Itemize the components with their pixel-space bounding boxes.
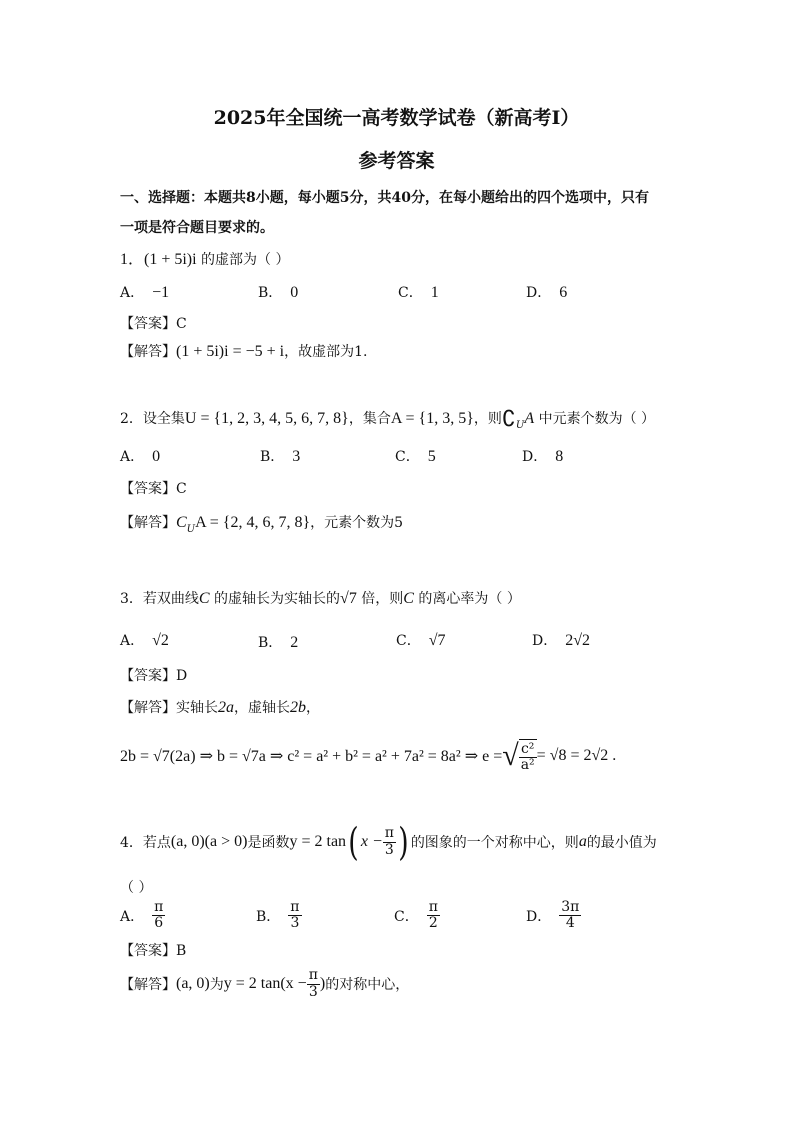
q1-answer: 【答案】C [120, 316, 187, 332]
q4-option-b-label: B． [256, 908, 281, 925]
q3-derivation-den: a² [520, 757, 535, 773]
q2-complement-sub: U [515, 420, 525, 431]
q1-option-a-value: −1 [152, 284, 170, 301]
q3-option-a [120, 630, 169, 650]
q4-num: π [384, 825, 394, 842]
q4-option-c-den: 2 [428, 915, 438, 932]
q4-explain-num: π [308, 967, 318, 984]
q4-suffix2: 的最小值为 [586, 835, 657, 851]
q4-prefix: 4．若点 [120, 835, 171, 851]
q1-option-c-label: C． [398, 285, 423, 301]
q4-a: a [578, 833, 587, 850]
q1-explain-math: (1 + 5i)i = −5 + i [176, 343, 285, 360]
q3-derivation-fraction [519, 739, 537, 774]
q3-option-b [258, 632, 298, 652]
q3-explain-text1: 实轴长 [176, 700, 218, 716]
q3-prefix: 3．若双曲线 [120, 591, 199, 607]
question-4-stem [120, 820, 657, 864]
q2-explain-math: A = {2, 4, 6, 7, 8} [195, 514, 311, 531]
document-title: 2025年全国统一高考数学试卷（新高考Ⅰ） [213, 107, 580, 129]
q4-option-a-den: 6 [154, 915, 164, 932]
q1-option-d-label: D． [526, 285, 552, 301]
q1-option-a [120, 282, 169, 302]
q3-option-a-value: √2 [152, 632, 169, 649]
q3-c1: C [198, 590, 210, 607]
q4-explanation [120, 964, 409, 1004]
q4-option-b-frac [288, 900, 301, 932]
q4-option-d [526, 900, 581, 932]
q4-option-b-den: 3 [290, 915, 300, 932]
q4-option-a-label: A． [120, 908, 145, 925]
q1-option-b [258, 282, 298, 302]
q4-option-d-frac [559, 900, 581, 932]
q2-explanation [120, 512, 403, 535]
question-1-text: 的虚部为（ ） [196, 252, 290, 268]
q2-complement-set: A [524, 410, 535, 427]
q2-option-b [260, 446, 300, 466]
q2-option-a-value: 0 [152, 448, 161, 465]
q2-option-d-label: D． [522, 449, 548, 465]
q2-complement-symbol: ∁ [501, 407, 516, 432]
q2-answer: 【答案】C [120, 481, 187, 497]
q4-option-d-label: D． [526, 908, 552, 925]
document-subtitle: 参考答案 [358, 150, 435, 172]
q4-explain-frac [307, 968, 320, 1000]
q3-explain-text2: ，虚轴长 [234, 700, 290, 716]
q1-explain-label: 【解答】 [120, 344, 176, 360]
q2-set-a: A = {1, 3, 5} [390, 410, 474, 427]
q4-option-a-num: π [154, 899, 164, 915]
q2-option-a [120, 446, 160, 466]
q2-mid: ，集合 [348, 411, 391, 427]
q2-option-d-value: 8 [555, 448, 564, 465]
q4-den: 3 [384, 841, 394, 858]
q3-derivation [120, 728, 616, 784]
q3-option-c-label: C． [396, 633, 421, 649]
q1-option-a-label: A． [120, 285, 145, 301]
q4-explain-text: 的对称中心， [325, 977, 410, 993]
q3-answer: 【答案】D [120, 668, 188, 684]
q4-mid: 是函数 [247, 835, 290, 851]
question-2-stem [120, 408, 655, 431]
question-3-stem [120, 588, 521, 608]
q4-right-paren: ) [398, 820, 409, 864]
q2-option-c [395, 446, 436, 466]
q3-option-c-value: √7 [428, 632, 446, 649]
q3-option-b-label: B． [258, 635, 283, 651]
q2-option-a-label: A． [120, 449, 145, 465]
q3-explain-text3: ， [306, 700, 320, 716]
q4-option-d-den: 4 [565, 915, 575, 932]
q3-c2: C [403, 590, 414, 607]
q3-option-d-label: D． [532, 633, 558, 649]
q2-option-c-value: 5 [427, 448, 436, 465]
q2-option-c-label: C． [395, 449, 420, 465]
q2-explain-text: ，元素个数为5 [310, 515, 404, 531]
section-heading-line-2: 一项是符合题目要求的。 [120, 220, 274, 236]
q4-func: y = 2 tan [289, 833, 347, 850]
q4-suffix1: 的图象的一个对称中心，则 [410, 835, 579, 851]
q3-explain-2a: 2a [218, 699, 234, 716]
q2-explain-c: C [176, 514, 187, 531]
q3-derivation-radical: √ [502, 739, 519, 772]
q3-mid: 的虚轴长为实轴长的 [209, 591, 341, 607]
q4-explain-close: ) [319, 975, 326, 992]
q1-option-c [398, 282, 439, 302]
q4-explain-func: y = 2 tan(x − [223, 975, 307, 992]
q3-option-a-label: A． [120, 633, 145, 649]
q3-suffix: 的离心率为（ ） [413, 591, 521, 607]
q4-option-c [394, 900, 440, 932]
q4-point: (a, 0)(a > 0) [170, 833, 248, 850]
q3-explain-2b: 2b [290, 699, 306, 716]
q4-fraction [383, 826, 396, 858]
q2-option-b-value: 3 [292, 448, 301, 465]
q1-explain-text: ，故虚部为1. [284, 344, 368, 360]
section-heading-line-1: 一、选择题：本题共8小题，每小题5分，共40分，在每小题给出的四个选项中，只有 [120, 190, 649, 206]
q4-x: x − [360, 833, 383, 850]
q4-explain-for: 为 [209, 977, 224, 993]
q4-option-c-label: C． [394, 908, 419, 925]
q3-option-b-value: 2 [290, 634, 299, 651]
q2-prefix: 2．设全集 [120, 411, 185, 427]
q1-option-d-value: 6 [559, 284, 568, 301]
q4-option-b [256, 900, 302, 932]
q1-option-d [526, 282, 567, 302]
q3-derivation-right: = √8 = 2√2 . [536, 747, 617, 764]
question-1-stem [120, 246, 289, 269]
q4-left-paren: ( [348, 820, 359, 864]
question-1-math: 1．(1 + 5i)i [120, 251, 197, 268]
q3-mid2: 倍，则 [356, 591, 404, 607]
q3-option-d [532, 630, 590, 650]
q1-option-b-label: B． [258, 285, 283, 301]
q3-derivation-num: c² [519, 742, 537, 758]
q4-explain-point: (a, 0) [176, 975, 210, 992]
q2-set-u: U = {1, 2, 3, 4, 5, 6, 7, 8} [184, 410, 349, 427]
q3-option-c [396, 630, 446, 650]
q4-explain-label: 【解答】 [120, 977, 176, 993]
q3-sqrt: √7 [340, 590, 357, 607]
q3-option-d-value: 2√2 [565, 632, 591, 649]
q4-explain-den: 3 [308, 983, 318, 1000]
q2-suffix: 中元素个数为（ ） [534, 411, 656, 427]
q4-paren: （ ） [120, 880, 153, 896]
q4-option-a-frac [152, 900, 165, 932]
q2-then: ，则 [473, 411, 502, 427]
q4-option-c-frac [427, 900, 440, 932]
q2-explain-sub: U [186, 524, 196, 535]
q3-derivation-left: 2b = √7(2a) ⇒ b = √7a ⇒ c² = a² + b² = a² + 7a² = 8a² ⇒ e = [120, 748, 503, 765]
q1-option-b-value: 0 [290, 284, 299, 301]
q2-option-d [522, 446, 563, 466]
q2-explain-label: 【解答】 [120, 515, 176, 531]
q1-explanation [120, 341, 367, 361]
q4-option-a [120, 900, 165, 932]
q4-option-d-num: 3π [561, 899, 580, 915]
q4-option-c-num: π [428, 899, 438, 915]
q2-option-b-label: B． [260, 449, 285, 465]
q4-option-b-num: π [290, 899, 300, 915]
q4-answer: 【答案】B [120, 943, 187, 959]
q3-explanation [120, 697, 320, 717]
q3-explain-label: 【解答】 [120, 700, 176, 716]
q1-option-c-value: 1 [430, 284, 439, 301]
